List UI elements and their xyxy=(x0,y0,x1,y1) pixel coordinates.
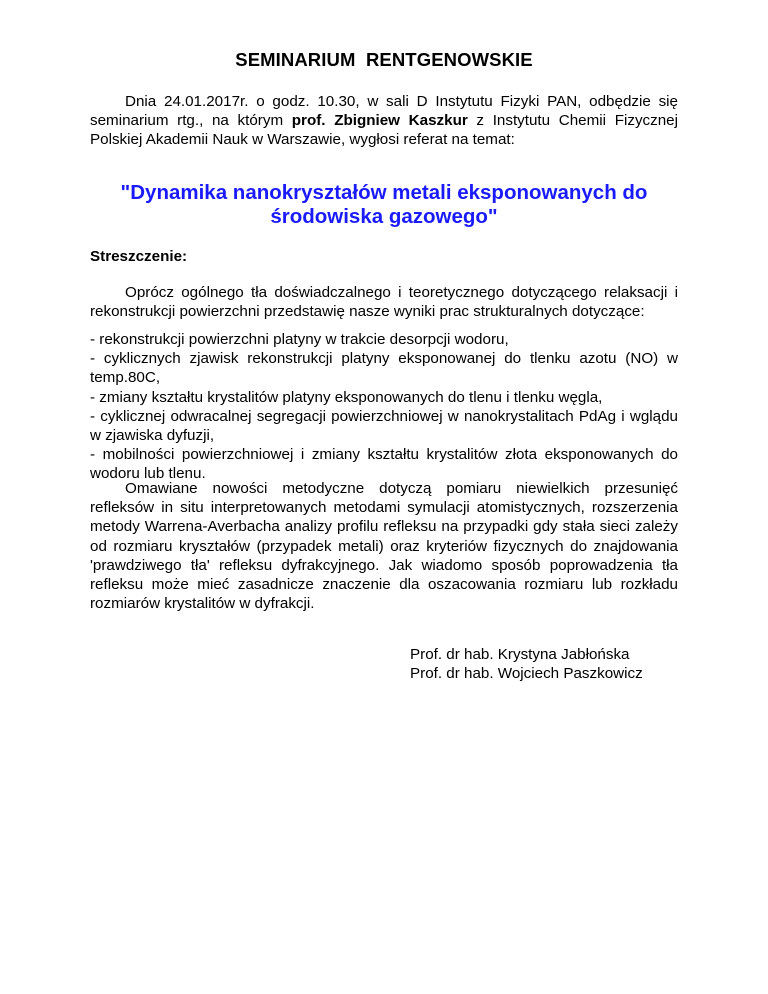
finding-item: - cyklicznych zjawisk rekonstrukcji platyny eksponowanej do tlenku azotu (NO) w temp.80C, xyxy=(90,350,678,387)
signature-block xyxy=(410,645,643,683)
signature-line: Prof. dr hab. Krystyna Jabłońska xyxy=(410,646,630,663)
abstract-heading: Streszczenie: xyxy=(90,248,188,265)
methods-paragraph: Omawiane nowości metodyczne dotyczą pomiaru niewielkich przesunięć refleksów in situ interpretowanych metodami symulacji atomistycznych, rozszerzenia metody Warrena-Averbacha analizy profilu refleksu na przypadki gdy stała sieci zależy od rozmiaru kryształów (przypadek metali) oraz kryteriów fizycznych do znajdowania 'prawdziwego tła' refleksu dyfrakcyjnego. Jak wiadomo sposób poprowadzenia tła refleksu może mieć zasadnicze znaczenie dla oszacowania rozmiaru lub rozkładu rozmiarów krystalitów w dyfrakcji. xyxy=(90,480,678,613)
announcement-text-before: Dnia 24.01.2017r. o godz. 10.30, w sali D Instytutu Fizyki PAN, odbędzie się seminarium rtg., na którym xyxy=(90,93,678,130)
signature-line: Prof. dr hab. Wojciech Paszkowicz xyxy=(410,665,643,683)
announcement-text-after: z Instytutu Chemii Fizycznej Polskiej Akademii Nauk w Warszawie, wygłosi referat na temat: xyxy=(90,112,678,149)
finding-item: - rekonstrukcji powierzchni platyny w trakcie desorpcji wodoru, xyxy=(90,331,509,348)
lecture-topic: "Dynamika nanokryształów metali eksponowanych do środowiska gazowego" xyxy=(120,181,648,228)
announcement-paragraph xyxy=(90,92,678,150)
findings-list xyxy=(90,330,678,484)
finding-item: - mobilności powierzchniowej i zmiany kształtu krystalitów złota eksponowanych do wodoru lub tlenu. xyxy=(90,446,678,483)
speaker-name: prof. Zbigniew Kaszkur xyxy=(291,112,468,130)
abstract-intro-paragraph: Oprócz ogólnego tła doświadczalnego i teoretycznego dotyczącego relaksacji i rekonstrukcji powierzchni przedstawię nasze wyniki prac strukturalnych dotyczące: xyxy=(90,284,678,321)
finding-item: - zmiany kształtu krystalitów platyny eksponowanych do tlenu i tlenku węgla, xyxy=(90,388,603,406)
seminar-title: SEMINARIUM RENTGENOWSKIE xyxy=(235,49,533,70)
finding-item: - cyklicznej odwracalnej segregacji powierzchniowej w nanokrystalitach PdAg i wglądu w zjawiska dyfuzji, xyxy=(90,407,678,445)
